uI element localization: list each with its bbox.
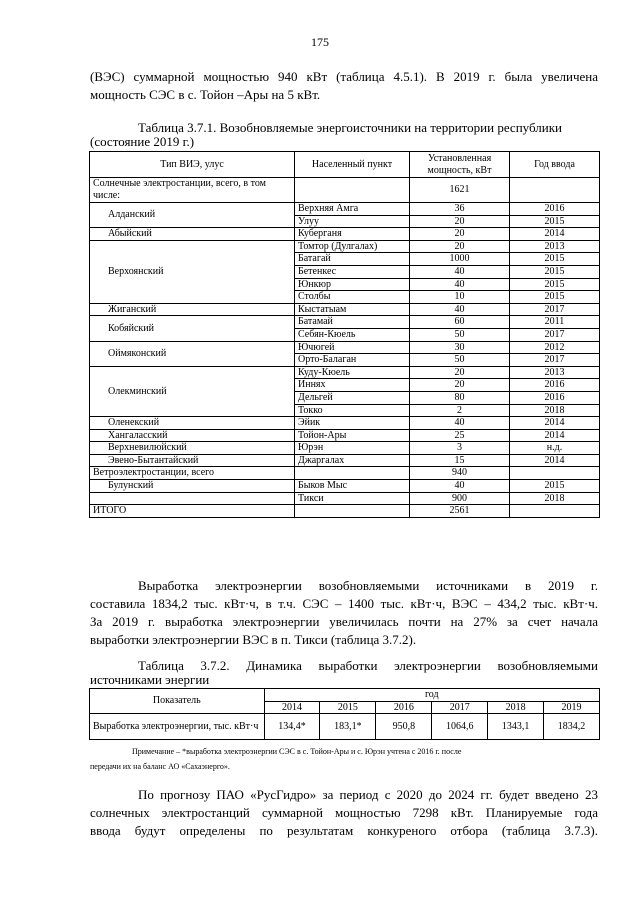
table-cell [90,492,295,505]
table-cell: 2 [410,404,510,417]
table1-caption [90,121,598,149]
note-line: Примечание – *выработка электроэнергии СЭС в с. Тойон-Ары и с. Юрэн учтена с 2016 г. после [132,747,462,756]
caption-line: (состояние 2019 г.) [90,134,195,149]
paragraph-line: солнечных электростанций суммарной мощностью 7298 кВт. Планируемые года [90,805,598,820]
table-row [90,366,600,379]
table-cell [295,178,410,203]
table-cell: 20 [410,379,510,392]
table-cell: Кобяйский [90,316,295,341]
table-cell: 80 [410,391,510,404]
table-cell: Куберганя [295,228,410,241]
table-cell: Олекминский [90,366,295,416]
table-cell: Ветроэлектростанции, всего [90,467,295,480]
table-cell: Алданский [90,203,295,228]
table-cell: 2018 [510,492,600,505]
table-cell: Дельгей [295,391,410,404]
table-cell: 940 [410,467,510,480]
header-cell: Показатель [90,689,265,714]
table-cell: 2014 [510,417,600,430]
table-cell: 40 [410,417,510,430]
table-cell: 2561 [410,505,510,518]
value-cell: 134,4* [264,714,320,740]
table-cell: Жиганский [90,303,295,316]
table-cell: Абыйский [90,228,295,241]
table-cell: Булунский [90,480,295,493]
table-cell: 50 [410,328,510,341]
table-row [90,429,600,442]
intro-paragraph [90,68,598,104]
table-cell: 1000 [410,253,510,266]
table-cell: 900 [410,492,510,505]
table-cell: 2018 [510,404,600,417]
renewable-sources-table [89,151,600,518]
header-cell: год [264,689,599,702]
table-cell: Юнкюр [295,278,410,291]
middle-paragraph [90,577,598,649]
table-cell: Оленекский [90,417,295,430]
table-cell: Улуу [295,215,410,228]
table-cell: Верхоянский [90,240,295,303]
generation-dynamics-table [89,688,600,740]
table-row [90,454,600,467]
table-row [90,178,600,203]
final-paragraph [90,786,598,840]
year-cell: 2019 [544,701,600,714]
table-cell [510,505,600,518]
table-cell: 50 [410,354,510,367]
table-cell: 60 [410,316,510,329]
table-cell: Кыстатыам [295,303,410,316]
year-cell: 2015 [320,701,376,714]
table-total-row [90,505,600,518]
table-cell: Столбы [295,291,410,304]
year-cell: 2016 [376,701,432,714]
table-cell: 20 [410,228,510,241]
table-cell: Эвено-Бытантайский [90,454,295,467]
table-cell: 3 [410,442,510,455]
table-cell: 2014 [510,454,600,467]
table-cell: Токко [295,404,410,417]
table-cell: Куду-Кюель [295,366,410,379]
table-row [90,714,600,740]
caption-line: источниками энергии [90,672,210,687]
table-cell: 2017 [510,354,600,367]
table-cell: 2016 [510,203,600,216]
value-cell: 1343,1 [488,714,544,740]
table-row [90,467,600,480]
table-cell: Ючюгей [295,341,410,354]
note-line: передачи их на баланс АО «Сахаэнерго». [90,762,230,771]
table-row [90,341,600,354]
paragraph-line: (ВЭС) суммарной мощностью 940 кВт (таблица 4.5.1). В 2019 г. была увеличена [90,69,598,84]
value-cell: 950,8 [376,714,432,740]
table-header-row [90,152,600,178]
table-cell: 25 [410,429,510,442]
year-cell: 2014 [264,701,320,714]
table-cell: 1621 [410,178,510,203]
table-cell [510,178,600,203]
table-cell: 2017 [510,328,600,341]
table-cell: 2013 [510,366,600,379]
value-cell: 183,1* [320,714,376,740]
paragraph-line: По прогнозу ПАО «РусГидро» за период с 2020 до 2024 гг. будет введено 23 [138,787,598,802]
table-cell: ИТОГО [90,505,295,518]
table-row [90,240,600,253]
paragraph-line: выработки электроэнергии ВЭС в п. Тикси (таблица 3.7.2). [90,632,417,647]
table-cell: 2015 [510,215,600,228]
table-header-row [90,689,600,702]
table-cell [295,467,410,480]
table-cell: 2012 [510,341,600,354]
table-cell [295,505,410,518]
table-cell: Хангаласский [90,429,295,442]
year-cell: 2018 [488,701,544,714]
table-cell: 2015 [510,291,600,304]
table-cell: 20 [410,240,510,253]
table-cell: Томтор (Дулгалах) [295,240,410,253]
year-cell: 2017 [432,701,488,714]
paragraph-line: ввода будут определены по результатам конкуреного отбора (таблица 3.7.3). [90,823,598,838]
table-cell: Оймяконский [90,341,295,366]
table-cell: Себян-Кюель [295,328,410,341]
table-cell: Орто-Балаган [295,354,410,367]
paragraph-line: мощность СЭС в с. Тойон –Ары на 5 кВт. [90,87,321,102]
table-cell: 2015 [510,480,600,493]
header-cell: Установленная мощность, кВт [410,152,510,178]
table-cell: Тойон-Ары [295,429,410,442]
table2-caption [90,659,598,687]
table-cell: 20 [410,366,510,379]
table-cell: Бетенкес [295,265,410,278]
table-cell: 30 [410,341,510,354]
table-cell: 40 [410,303,510,316]
paragraph-line: За 2019 г. выработка электроэнергии увеличилась почти на 27% за счет начала [90,614,598,629]
table-cell: Батагай [295,253,410,266]
table-cell: 2014 [510,429,600,442]
paragraph-line: составила 1834,2 тыс. кВт·ч, в т.ч. СЭС – 1400 тыс. кВт·ч, ВЭС – 434,2 тыс. кВт·ч. [90,596,598,611]
table-cell: Джаргалах [295,454,410,467]
table-cell: 2011 [510,316,600,329]
table-cell: н.д. [510,442,600,455]
table-cell: Тикси [295,492,410,505]
table-cell: 40 [410,278,510,291]
value-cell: 1834,2 [544,714,600,740]
table-cell: 2016 [510,391,600,404]
table-row [90,303,600,316]
table-row [90,492,600,505]
header-cell: Тип ВИЭ, улус [90,152,295,178]
table-cell: 20 [410,215,510,228]
table-cell: Иннях [295,379,410,392]
page-number: 175 [311,35,329,49]
table-row [90,316,600,329]
table-row [90,442,600,455]
table-cell: 10 [410,291,510,304]
table-cell [510,467,600,480]
table-cell: 2017 [510,303,600,316]
table-cell: Солнечные электростанции, всего, в том числе: [90,178,295,203]
table-cell: Батамай [295,316,410,329]
table-cell: Эйик [295,417,410,430]
caption-line: Таблица 3.7.2. Динамика выработки электроэнергии возобновляемыми [138,658,598,673]
table-cell: Верхняя Амга [295,203,410,216]
value-cell: 1064,6 [432,714,488,740]
table-cell: 40 [410,480,510,493]
table-cell: 2015 [510,253,600,266]
table-cell: 2016 [510,379,600,392]
table-row [90,480,600,493]
table-cell: 15 [410,454,510,467]
table-cell: 2015 [510,278,600,291]
table-cell: Быков Мыс [295,480,410,493]
table2-note [90,744,598,774]
table-row [90,203,600,216]
header-cell: Год ввода [510,152,600,178]
table-row [90,228,600,241]
table-row [90,417,600,430]
table-cell: 36 [410,203,510,216]
table-cell: 2015 [510,265,600,278]
table-cell: 40 [410,265,510,278]
table-cell: Выработка электроэнергии, тыс. кВт·ч [90,714,265,740]
table-cell: Юрэн [295,442,410,455]
table-cell: 2014 [510,228,600,241]
table-cell: 2013 [510,240,600,253]
header-cell: Населенный пункт [295,152,410,178]
paragraph-line: Выработка электроэнергии возобновляемыми источниками в 2019 г. [138,578,598,593]
caption-line: Таблица 3.7.1. Возобновляемые энергоисточники на территории республики [138,120,562,135]
table-cell: Верхневилюйский [90,442,295,455]
